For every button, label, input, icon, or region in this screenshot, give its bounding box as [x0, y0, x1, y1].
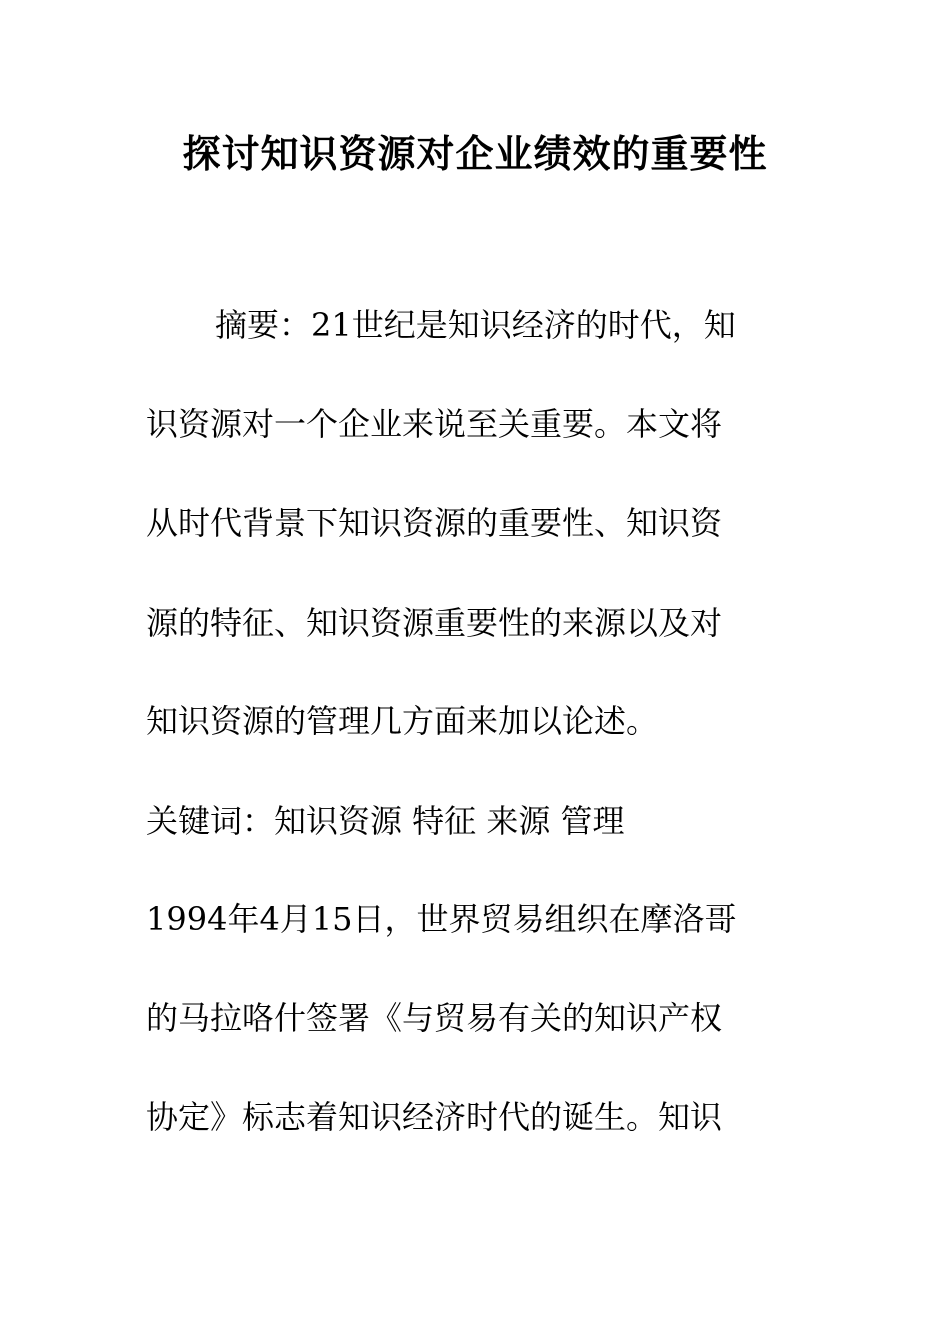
document-title: 探讨知识资源对企业绩效的重要性 [182, 132, 768, 176]
body-line-2: 的马拉咯什签署《与贸易有关的知识产权 [146, 999, 723, 1037]
abstract-line-4: 源的特征、知识资源重要性的来源以及对 [146, 604, 723, 642]
body-line-3: 协定》标志着知识经济时代的诞生。知识 [146, 1098, 723, 1136]
abstract-line-5: 知识资源的管理几方面来加以论述。 [146, 702, 659, 740]
body-line-1: 1994年4月15日，世界贸易组织在摩洛哥 [146, 900, 737, 938]
keywords-line: 关键词：知识资源 特征 来源 管理 [146, 802, 625, 840]
abstract-line-1: 摘要：21世纪是知识经济的时代，知 [215, 306, 736, 344]
abstract-line-3: 从时代背景下知识资源的重要性、知识资 [146, 504, 723, 542]
abstract-line-2: 识资源对一个企业来说至关重要。本文将 [146, 405, 723, 443]
